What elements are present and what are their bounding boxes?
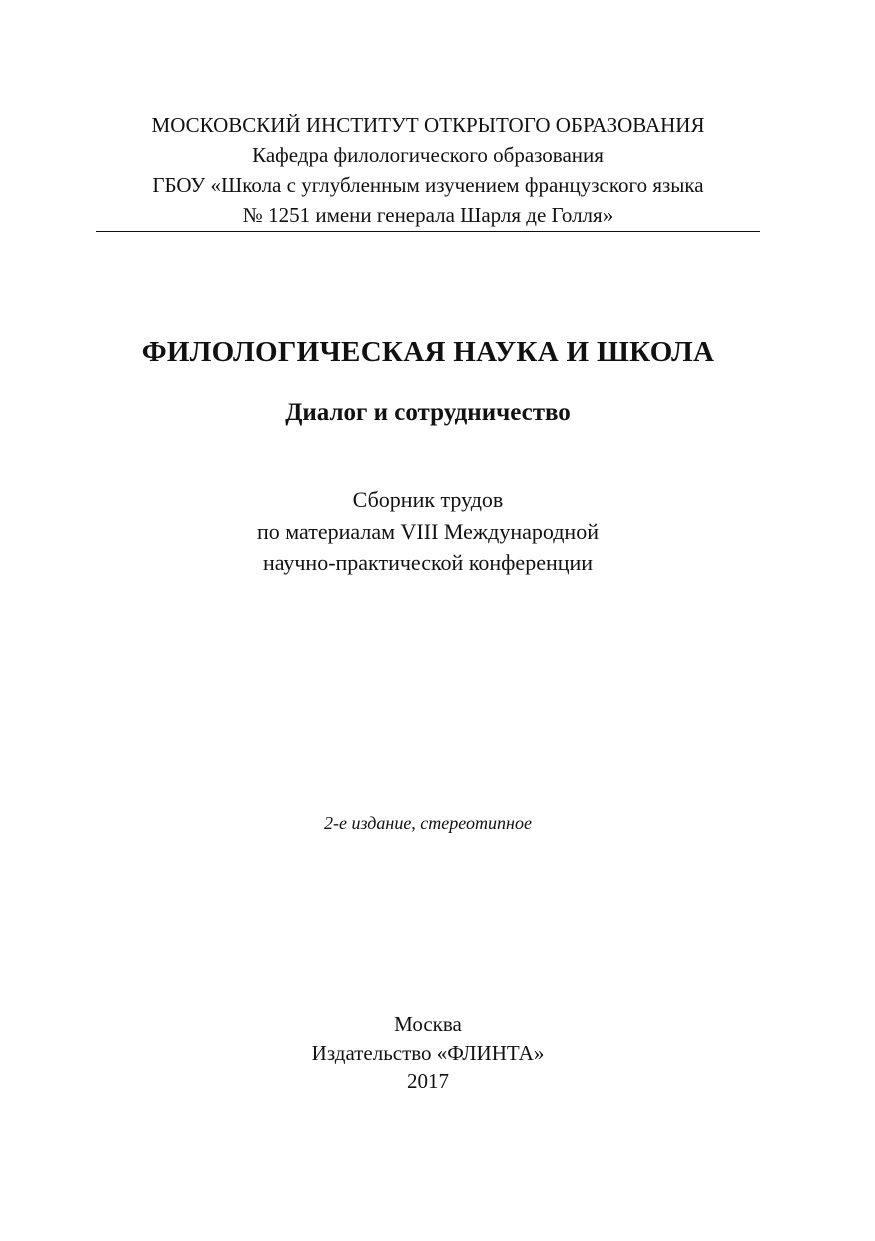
imprint-year: 2017 xyxy=(407,1069,449,1093)
book-title: ФИЛОЛОГИЧЕСКАЯ НАУКА И ШКОЛА xyxy=(141,336,715,368)
school-name-line-2: № 1251 имени генерала Шарля де Голля» xyxy=(242,203,614,227)
edition-note: 2-е издание, стереотипное xyxy=(324,813,532,833)
department-name: Кафедра филологического образования xyxy=(252,143,604,167)
header-divider xyxy=(96,231,760,232)
institution-header xyxy=(96,110,760,230)
imprint-city: Москва xyxy=(394,1012,462,1036)
collection-line-3: научно-практической конференции xyxy=(262,550,594,575)
institute-name: МОСКОВСКИЙ ИНСТИТУТ ОТКРЫТОГО ОБРАЗОВАНИЯ xyxy=(151,113,705,137)
book-subtitle: Диалог и сотрудничество xyxy=(285,399,571,426)
school-name-line-1: ГБОУ «Школа с углубленным изучением французского языка xyxy=(152,173,704,197)
imprint xyxy=(96,1010,760,1096)
collection-line-1: Сборник трудов xyxy=(352,487,504,512)
collection-line-2: по материалам VIII Международной xyxy=(257,518,599,544)
collection-description xyxy=(96,484,760,579)
imprint-publisher: Издательство «ФЛИНТА» xyxy=(311,1040,545,1065)
